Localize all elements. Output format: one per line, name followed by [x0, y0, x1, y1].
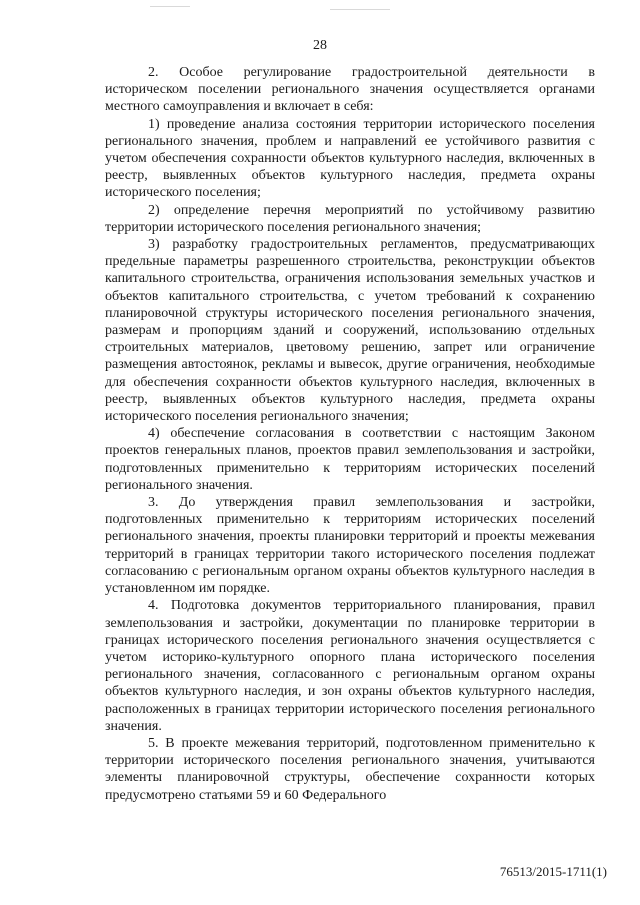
- paragraph: 1) проведение анализа состояния территории исторического поселения регионального значения, проблем и направлений ее устойчивого развития с учетом обеспечения сохранности объектов культурного наследия, включенных в реестр, выявленных объектов культурного наследия, предмета охраны исторического поселения;: [105, 116, 595, 201]
- page-number: 28: [313, 38, 327, 53]
- paragraph: 4) обеспечение согласования в соответствии с настоящим Законом проектов генеральных планов, проектов правил землепользования и застройки, подготовленных применительно к территориям исторических поселений регионального значения.: [105, 426, 595, 493]
- document-code: 76513/2015-1711(1): [499, 864, 607, 879]
- scan-artifact: [150, 6, 190, 7]
- paragraph: 3) разработку градостроительных регламентов, предусматривающих предельные параметры разрешенного строительства, реконструкции объектов капитального строительства, ограничения использования земельных участков и объектов капитального строительства, с учетом требований к сохранению планировочной структуры исторического поселения регионального значения, размерам и пропорциям зданий и сооружений, использованию отдельных строительных материалов, цветовому решению, запрет или ограничение размещения автостоянок, рекламы и вывесок, другие ограничения, необходимые для обеспечения сохранности объектов культурного наследия, включенных в реестр, выявленных объектов культурного наследия, предмета охраны исторического поселения регионального значения;: [105, 237, 595, 425]
- paragraph: 4. Подготовка документов территориального планирования, правил землепользования и застройки, документации по планировке территории в границах исторического поселения регионального значения осуществляется с учетом историко-культурного опорного плана исторического поселения регионального значения, согласованного с региональным органом охраны объектов культурного наследия, и зон охраны объектов культурного наследия, расположенных в границах территории исторического поселения регионального значения.: [105, 598, 595, 734]
- scan-artifact: [330, 9, 390, 10]
- paragraph: 3. До утверждения правил землепользования и застройки, подготовленных применительно к территориям исторических поселений регионального значения, проекты планировки территорий и проекты межевания территорий в границах территории такого исторического поселения подлежат согласованию с региональным органом охраны объектов культурного наследия в установленном им порядке.: [105, 495, 595, 597]
- document-body: [105, 64, 595, 804]
- paragraph: 5. В проекте межевания территорий, подготовленном применительно к территории исторического поселения регионального значения, учитываются элементы планировочной структуры, обеспечение сохранности которых предусмотрено статьями 59 и 60 Федерального: [105, 735, 595, 803]
- paragraph: 2) определение перечня мероприятий по устойчивому развитию территории исторического поселения регионального значения;: [105, 202, 595, 235]
- paragraph: 2. Особое регулирование градостроительной деятельности в историческом поселении регионального значения осуществляется органами местного самоуправления и включает в себя:: [105, 65, 595, 115]
